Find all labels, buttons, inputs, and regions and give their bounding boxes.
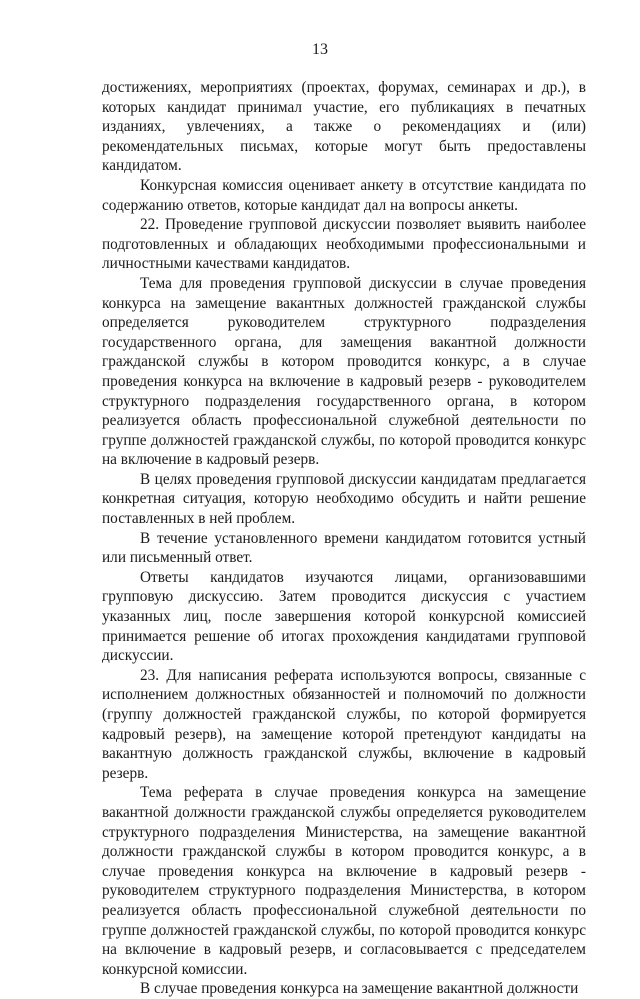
paragraph-22-group-discussion: 22. Проведение групповой дискуссии позволяет выявить наиболее подготовленных и обладающих необходимыми профессиональными и личностными качествами кандидатов. xyxy=(102,216,586,273)
paragraph-discussion-situation: В целях проведения групповой дискуссии кандидатам предлагается конкретная ситуация, которую необходимо обсудить и найти решение поставленных в ней проблем. xyxy=(102,470,586,528)
paragraph-continuation: достижениях, мероприятиях (проектах, форумах, семинарах и др.), в которых кандидат принимал участие, его публикациях в печатных изданиях, увлечениях, а также о рекомендациях и (или) рекомендательных письмах, которые могут быть предоставлены кандидатом. xyxy=(102,79,586,175)
paragraph-answers-review: Ответы кандидатов изучаются лицами, организовавшими групповую дискуссию. Затем проводится дискуссия с участием указанных лиц, после завершения которой конкурсной комиссией принимается решение об итогах прохождения кандидатами групповой дискуссии. xyxy=(102,568,586,665)
page-number: 13 xyxy=(312,41,328,58)
paragraph-essay-topic: Тема реферата в случае проведения конкурса на замещение вакантной должности гражданской службы определяется руководителем структурного подразделения Министерства, на замещение вакантной должности гражданской службы в котором проводится конкурс, а в случае проведения конкурса на включение в кадровый резерв - руководителем структурного подразделения Министерства, в котором реализуется область профессиональной служебной деятельности по группе должностей гражданской службы, по которой проводится конкурс на включение в кадровый резерв, и согласовывается с председателем конкурсной комиссии. xyxy=(102,784,586,978)
paragraph-answer-preparation: В течение установленного времени кандидатом готовится устный или письменный ответ. xyxy=(102,529,586,567)
paragraph-23-essay: 23. Для написания реферата используются вопросы, связанные с исполнением должностных обязанностей и полномочий по должности (группу должностей гражданской службы, по которой формируется кадровый резерв), на замещение которой претендуют кандидаты на вакантную должность гражданской службы, включение в кадровый резерв. xyxy=(102,666,586,782)
document-body xyxy=(102,78,586,999)
paragraph-vacancy-case: В случае проведения конкурса на замещение вакантной должности xyxy=(140,980,579,998)
paragraph-commission-evaluation: Конкурсная комиссия оценивает анкету в отсутствие кандидата по содержанию ответов, которые кандидат дал на вопросы анкеты. xyxy=(102,176,586,214)
paragraph-discussion-topic: Тема для проведения групповой дискуссии в случае проведения конкурса на замещение вакантных должностей гражданской службы определяется руководителем структурного подразделения государственного органа, для замещения вакантной должности гражданской службы в котором проводится конкурс, а в случае проведения конкурса на включение в кадровый резерв - руководителем структурного подразделения государственного органа, в котором реализуется область профессиональной служебной деятельности по группе должностей гражданской службы, по которой проводится конкурс на включение в кадровый резерв. xyxy=(102,274,586,469)
